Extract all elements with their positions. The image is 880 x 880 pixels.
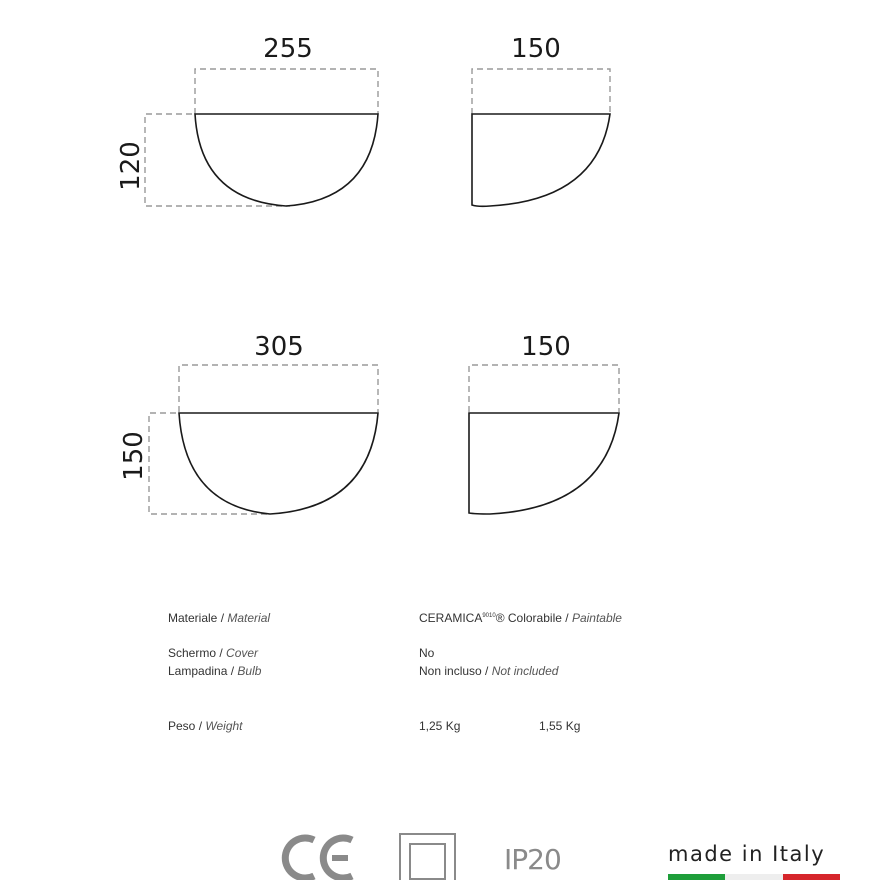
ip-rating: IP20 (504, 843, 561, 876)
spec-value-cover: No (419, 646, 435, 660)
spec-value-weight-2: 1,55 Kg (539, 719, 581, 733)
italian-flag-icon (668, 874, 840, 880)
lamp-side-view (472, 114, 610, 206)
label-en: Material (227, 611, 271, 625)
width-dimension-line (195, 69, 378, 114)
label-en: Weight (205, 719, 243, 733)
side-width-label: 150 (511, 34, 561, 64)
spec-label-weight (168, 719, 243, 733)
height-dimension-line (145, 114, 290, 206)
flag-red (783, 874, 840, 880)
value-it: Non incluso (419, 664, 482, 678)
value-en: Not included (491, 664, 559, 678)
spec-label-bulb (168, 664, 261, 678)
label-en: Bulb (237, 664, 262, 678)
label-it: Peso (168, 719, 196, 733)
lamp-front-view (195, 114, 378, 206)
label-en: Cover (226, 646, 259, 660)
separator: / (481, 664, 492, 678)
width-label: 255 (263, 34, 313, 64)
height-label: 120 (116, 141, 146, 191)
value-reg: ® Colorabile (495, 611, 562, 625)
flag-green (668, 874, 725, 880)
flag-white (725, 874, 782, 880)
height-dimension-line (149, 413, 270, 514)
made-in-label: made in Italy (668, 842, 826, 866)
spec-value-bulb (419, 664, 558, 678)
value-en: Paintable (571, 611, 622, 625)
double-insulation-icon (399, 832, 457, 880)
separator: / (561, 611, 572, 625)
side-width-label: 150 (521, 332, 571, 362)
separator: / (217, 611, 228, 625)
value-it: CERAMICA (419, 611, 483, 625)
spec-value-weight-1: 1,25 Kg (419, 719, 461, 733)
value-sup: 9010 (482, 613, 496, 619)
width-label: 305 (254, 332, 304, 362)
ce-text: CE (280, 832, 282, 833)
ce-mark-icon (280, 832, 360, 880)
side-width-dimension-line (472, 69, 610, 114)
lamp-front-view (179, 413, 378, 514)
lamp-side-view (469, 413, 619, 514)
spec-label-cover (168, 646, 258, 660)
separator: / (216, 646, 227, 660)
label-it: Materiale (168, 611, 218, 625)
side-width-dimension-line (469, 365, 619, 412)
spec-value-material (419, 611, 622, 625)
separator: / (227, 664, 238, 678)
separator: / (195, 719, 206, 733)
spec-label-material (168, 611, 270, 625)
label-it: Lampadina (168, 664, 228, 678)
width-dimension-line (179, 365, 378, 412)
label-it: Schermo (168, 646, 217, 660)
height-label: 150 (119, 431, 149, 481)
